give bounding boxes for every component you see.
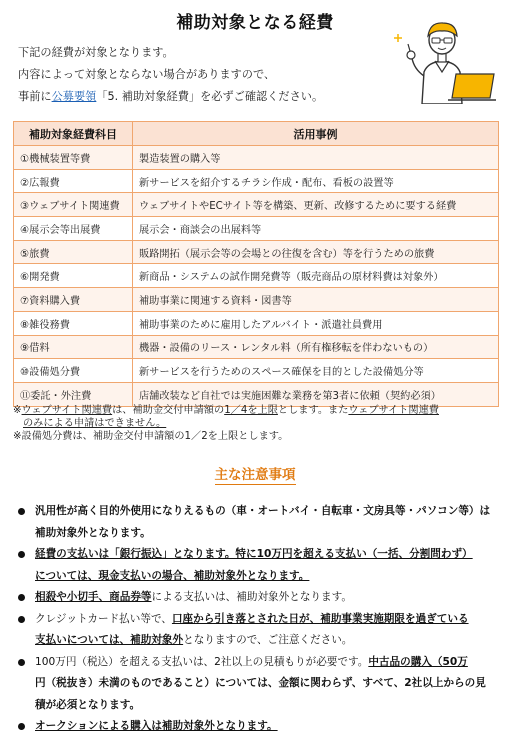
list-item	[14, 587, 500, 609]
guidelines-link[interactable]: 公募要領	[51, 90, 97, 103]
list-item-emphasis: 中古品の購入（50万	[368, 655, 468, 668]
note-text: は、補助金交付申請額の	[112, 405, 225, 416]
intro-line-3	[18, 86, 323, 108]
list-item-emphasis: 円（税抜き）未満のものであること）については、金額に関わらず、すべて、2社以上からの見	[35, 677, 486, 689]
note-text: のみによる申請はできません。	[23, 417, 167, 429]
list-item	[14, 652, 500, 717]
note-disposal-cost: ※設備処分費は、補助金交付申請額の1／2を上限とします。	[13, 431, 289, 442]
list-item-emphasis: 支払いについては、補助対象外	[35, 634, 184, 646]
expense-example: 新サービスを行うためのスペース確保を目的とした設備処分等	[133, 359, 499, 383]
intro-line-1: 下記の経費が対象となります。	[18, 46, 174, 59]
bullet-icon	[18, 508, 25, 515]
table-row	[14, 146, 499, 170]
list-item-emphasis: オークションによる購入は補助対象外となります。	[35, 720, 278, 732]
list-item-text: 汎用性が高く目的外使用になりえるもの（車・オートバイ・自転車・文房具等・パソコン等）は	[35, 505, 491, 517]
table-row	[14, 311, 499, 335]
precautions-heading-text: 主な注意事項	[214, 467, 296, 483]
expense-example: 補助事業のために雇用したアルバイト・派遣社員費用	[133, 311, 499, 335]
expense-example: 展示会・商談会の出展料等	[133, 217, 499, 241]
expense-item: ⑧雑役務費	[14, 311, 133, 335]
expense-example: 製造装置の購入等	[133, 146, 499, 170]
expense-item: ⑤旅費	[14, 240, 133, 264]
list-item-text: 経費の支払いは「銀行振込」となります。特に10万円を超える支払い（一括、分割問わず）	[35, 548, 473, 560]
intro-text	[18, 42, 323, 108]
expense-example: 機器・設備のリース・レンタル料（所有権移転を伴わないもの）	[133, 335, 499, 359]
expense-item: ①機械装置等費	[14, 146, 133, 170]
table-row	[14, 264, 499, 288]
intro-line-3-suffix: 「5. 補助対象経費」を必ずご確認ください。	[96, 90, 324, 103]
expense-item: ④展示会等出展費	[14, 217, 133, 241]
person-with-laptop-illustration	[390, 14, 498, 104]
list-item-emphasis: 口座から引き落とされた日が、補助事業実施期限を過ぎている	[171, 612, 469, 625]
list-item-text: による支払いは、補助対象外となります。	[151, 591, 352, 603]
expense-example: 新サービスを紹介するチラシ作成・配布、看板の設置等	[133, 169, 499, 193]
note-term: ウェブサイト関連費	[21, 405, 113, 416]
intro-line-2: 内容によって対象とならない場合がありますので、	[18, 68, 276, 81]
list-item-text: クレジットカード払い等で、	[35, 612, 172, 625]
eligible-expenses-table	[13, 121, 499, 407]
bullet-icon	[18, 723, 25, 730]
expense-item: ⑩設備処分費	[14, 359, 133, 383]
note-website-cost	[13, 405, 439, 430]
expense-example: 店舗改装など自社では実施困難な業務を第3者に依頼（契約必須）	[133, 382, 499, 406]
intro-line-3-prefix: 事前に	[18, 90, 52, 103]
list-item-text: 100万円（税込）を超える支払いは、2社以上の見積もりが必要です。	[35, 655, 369, 668]
precautions-heading	[0, 463, 510, 483]
expense-example: 新商品・システムの試作開発費等（販売商品の原材料費は対象外）	[133, 264, 499, 288]
table-header-row	[14, 122, 499, 146]
list-item-text: については、現金支払いの場合、補助対象外となります。	[35, 569, 310, 582]
list-item-text: となりますので、ご注意ください。	[183, 634, 353, 646]
expense-item: ⑪委託・外注費	[14, 382, 133, 406]
list-item	[14, 609, 500, 652]
table-row	[14, 217, 499, 241]
expense-example: ウェブサイトやECサイト等を構築、更新、改修するために要する経費	[133, 193, 499, 217]
expense-item: ⑦資料購入費	[14, 288, 133, 312]
table-row	[14, 169, 499, 193]
expense-item: ②広報費	[14, 169, 133, 193]
bullet-icon	[18, 551, 25, 558]
table-header-item: 補助対象経費科目	[14, 122, 133, 146]
expense-item: ③ウェブサイト関連費	[14, 193, 133, 217]
list-item	[14, 716, 500, 738]
list-item-emphasis: 積が必須となります。	[35, 698, 141, 711]
list-item-text: 補助対象外となります。	[35, 526, 151, 539]
bullet-icon	[18, 659, 25, 666]
note-text: とします。また	[277, 405, 349, 416]
list-item-emphasis: 相殺や小切手、商品券等	[35, 591, 152, 603]
expense-item: ⑨借料	[14, 335, 133, 359]
bullet-icon	[18, 594, 25, 601]
table-row	[14, 288, 499, 312]
expense-example: 補助事業に関連する資料・図書等	[133, 288, 499, 312]
note-term: ウェブサイト関連費	[348, 405, 439, 416]
bullet-icon	[18, 616, 25, 623]
table-row	[14, 335, 499, 359]
page-title: 補助対象となる経費	[176, 13, 334, 33]
list-item	[14, 544, 500, 587]
expense-example: 販路開拓（展示会等の会場との往復を含む）等を行うための旅費	[133, 240, 499, 264]
table-row	[14, 382, 499, 406]
expense-item: ⑥開発費	[14, 264, 133, 288]
note-mark: ※	[13, 405, 22, 416]
table-row	[14, 359, 499, 383]
list-item	[14, 501, 500, 544]
precautions-list	[14, 501, 500, 738]
table-row	[14, 240, 499, 264]
table-row	[14, 193, 499, 217]
table-header-example: 活用事例	[133, 122, 499, 146]
note-limit: 1／4を上限	[224, 405, 278, 416]
